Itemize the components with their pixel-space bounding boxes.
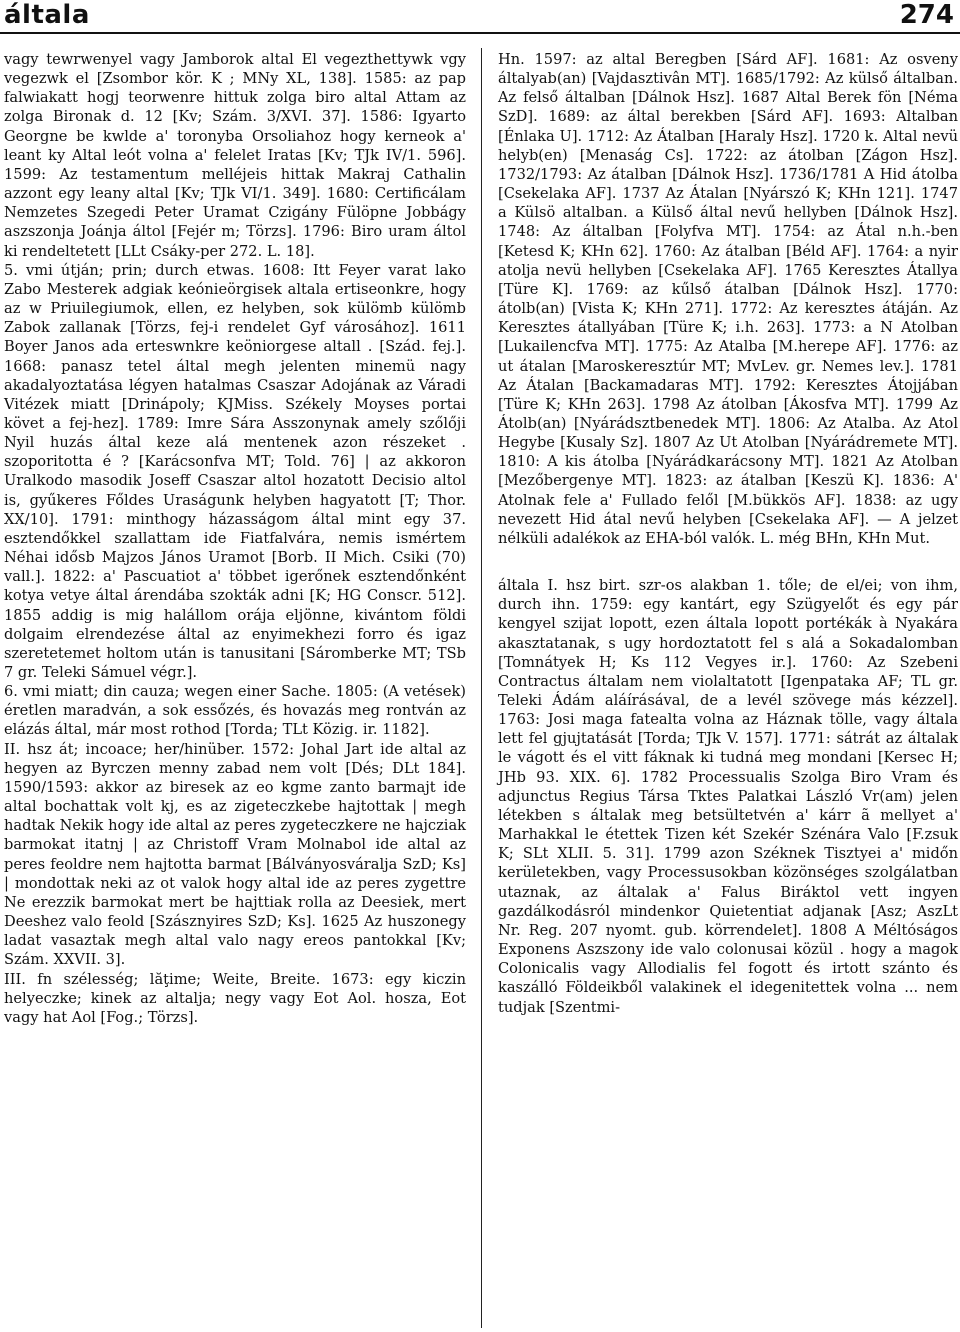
page-header xyxy=(0,0,960,40)
page-number: 274 xyxy=(899,0,954,30)
paragraph: vagy tewrwenyel vagy Jamborok altal El vegezthettywk vgy vegezwk el [Zsombor kör. K ; MNy XL, 138]. 1585: az pap falwiakatt hogj teorwenre hittuk zolga biro altal Attam az zolga Bironak d. 12 [Kv; Szám. 3/XVI. 37]. 1586: Igyarto Georgne be kwlde a' toronyba Orsoliahoz hogy kerneok a' leant ky Altal leót volna a' felelet Iratas [Kv; TJk IV/1. 596]. 1599: Az testamentum melléjeis hittak Makraj Cathalin azzont egy leany altal [Kv; TJk VI/1. 349]. 1680: Certificálam Nemzetes Szegedi Peter Uramat Czigány Fülöpne Jobbágy aszszonja Joánja áltol [Fejér m; Törzs]. 1796: Biro uram áltol ki rendeltetett [LLt Csáky-per 272. L. 18]. xyxy=(4,51,466,260)
left-column xyxy=(4,50,466,1027)
paragraph: 5. vmi útján; prin; durch etwas. 1608: Itt Feyer varat lako Zabo Mesterek adgiak keónieörgisek altala ertiseonkre, hogy az w Priuilegiumok, ellen, ez helyben, sok külömb külömb Zabok zallanak [Törzs, fej-i rendelet Gyf városához]. 1611 Boyer Janos ada erteswnkre keöniorgese altall . [Szád. fej.]. 1668: panasz tetel által megh jelenten minemü nagy akadalyoztatása légyen hatalmas Csaszar Adojának az Váradi Vitézek miatt [Drinápoly; KJMiss. Székely Moyses portai követ a fej-hez]. 1789: Imre Sára Asszonynak amely szőlőji Nyil huzás által keze alá mentenek azon részeket . szoporitotta é ? [Karácsonfva MT; Told. 76] | az akkoron Uralkodo masodik Joseff Csaszar altol hozatott Decisio altol is, gyűkeres Főldes Uraságunk helyben hagyatott [T; Thor. XX/10]. 1791: minthogy házasságom által mint egy 37. esztendőkkel szallattam ide Fiatfalvára, nemis ismértem Néhai idősb Majzos János Uramot [Borb. II Mich. Csiki (70) vall.]. 1822: a' Pascuatiot a' többet igerőnek esztendőnként kotya vetye által árendába szokták adni [K; HG Conscr. 512]. 1855 addig is mig halállom orája eljönne, kivántom földi dolgaim elrendezése által az enyimekhezi forro és igaz szeretetemet holtom után is tanusitani [Sáromberke MT; TSb 7 gr. Teleki Sámuel végr.]. xyxy=(4,261,466,681)
entry-paragraph: általa I. hsz birt. szr-os alakban 1. tőle; de el/ei; von ihm, durch ihn. 1759: egy kantárt, egy Szügyelőt és egy pár kengyel szijat lopott, ezen általa lopott portékák à Nyakára akasztatanak, s ugy hordoztatott fel s alá a Sokadalomban [Tomnátyek H; Ks 112 Vegyes ir.]. 1760: Az Szebeni Contractus általam nem violaltatott [Igenpataka AF; TL gr. Teleki Ádám aláírásával, de a levél szövege más kézzel]. 1763: Josi maga fatealta volna az Háznak tölle, vagy általa lett fel gjujtatását [Torda; TJk V. 157]. 1771: sátrát az általak le vágott és el vitt fáknak ki tudná meg mondani [Kersec H; JHb 93. XIX. 6]. 1782 Processualis Szolga Biro Vram és adjunctus Regius Társa Tktes Palatkai László Vr(am) jelen létekben s általak meg betsültetvén a' kárr ã mellyet a' Marhakkal le étettek Tizen két Szekér Szénára Valo [F.zsuk K; SLt XLII. 5. 31]. 1799 azon Széknek Tisztyei a' midőn kerületekben, vagy Processusokban közönséges szolgálatban utaznak, az általak a' Falus Biráktol vett ingyen gazdálkodásról mindenkor Quietentiat adjanak [Asz; AszLt Nr. Reg. 207 nyomt. gub. körrendelet]. 1808 A Méltóságos Exponens Aszszony ide valo colonusai közül . hogy a magok Colonicalis vagy Allodialis fel fogott és irtott szánto és kaszálló Földeikből valakinek el idegenitettek volna ... nem tudjak [Szentmi- xyxy=(498,577,958,1016)
paragraph: III. fn szélesség; lăţime; Weite, Breite. 1673: egy kiczin helyeczke; kinek az altalja; negy vagy Eot Aol. hosza, Eot vagy hat Aol [Fog.; Törzs]. xyxy=(4,970,466,1026)
right-column xyxy=(498,50,958,1017)
paragraph: II. hsz át; incoace; her/hinüber. 1572: Johal Jart ide altal az hegyen az Byrczen menny zabad nem volt [Dés; DLt 184]. 1590/1593: akkor az biresek az eo kgme zanto barmajt ide altal bochattak volt kj, es az zigeteczkebe hajtottak | megh hadtak Nekik hogy ide altal az peres zygeteczkere ne hajcziak barmokat itatnj | az Christoff Vram Molnabol ide altal az peres feoldre nem hajtotta barmat [Bálványosváralja SzD; Ks] | mondottak neki az ot valok hogy altal ide az peres zygettre Ne erezzik barmokat mert be hajttiak rolla az Deesiek, mert Deeshez valo feold [Szásznyires SzD; Ks]. 1625 Az huszonegy ladat vasaztak megh altal valo nagy ereos pantokkal [Kv; Szám. XXVII. 3]. xyxy=(4,740,466,969)
paragraph: Hn. 1597: az altal Beregben [Sárd AF]. 1681: Az osveny általyab(an) [Vajdasztivân MT]. 1685/1792: Az külső általban. Az felső általban [Dálnok Hsz]. 1687 Altal Berek fön [Néma SzD]. 1689: az által berekben [Sárd AF]. 1693: Altalban [Énlaka U]. 1712: Az Átalban [Haraly Hsz]. 1720 k. Altal nevü helyb(en) [Menaság Cs]. 1722: az átolban [Zágon Hsz]. 1732/1793: Az átalban [Dálnok Hsz]. 1736/1781 A Hid átolba [Csekelaka AF]. 1737 Az Átalan [Nyárszó K; KHn 121]. 1747 a Külsö altalban. a Külső által nevű hellyben [Dálnok Hsz]. 1748: Az általban [Folyfva MT]. 1754: az Átal n.h.-ben [Ketesd K; KHn 62]. 1760: Az átalban [Béld AF]. 1764: a nyir atolja nevü hellyben [Csekelaka AF]. 1765 Keresztes Átallya [Türe K]. 1769: az kűlső átalban [Dálnok Hsz]. 1770: átolb(an) [Vista K; KHn 271]. 1772: Az keresztes átáján. Az Keresztes átallyában [Türe K; i.h. 263]. 1773: a N Atolban [Lukailencfva MT]. 1775: Az Atalba [M.herepe AF]. 1776: az ut átalan [Maroskeresztúr MT; MvLev. gr. Nemes lev.]. 1781 Az Átalan [Backamadaras MT]. 1792: Keresztes Átojjában [Türe K; KHn 263]. 1798 Az átolban [Ákosfva MT]. 1799 Az Átolb(an) [Nyárádsztbenedek MT]. 1806: Az Atalba. Az Atol Hegybe [Kusaly Sz]. 1807 Az Ut Atolban [Nyárádremete MT]. 1810: A kis átolba [Nyárádkarácsony MT]. 1821 Az Atolban [Mezőbergenye MT]. 1823: az átalban [Keszü K]. 1836: A' Atolnak fele a' Fullado felől [M.bükkös AF]. 1838: az ugy nevezett Hid átal nevű helyben [Csekelaka AF]. — A jelzet nélküli adalékok az EHA-ból valók. L. még BHn, KHn Mut. xyxy=(498,51,958,547)
paragraph: 6. vmi miatt; din cauza; wegen einer Sache. 1805: (A vetések) éretlen maradván, a sok essőzés, és hovazás meg rontván az elázás által, már most rothod [Torda; TLt Közig. ir. 1182]. xyxy=(4,683,466,739)
running-head-word: általa xyxy=(4,0,90,30)
column-divider xyxy=(481,48,482,1328)
header-rule xyxy=(0,32,960,34)
